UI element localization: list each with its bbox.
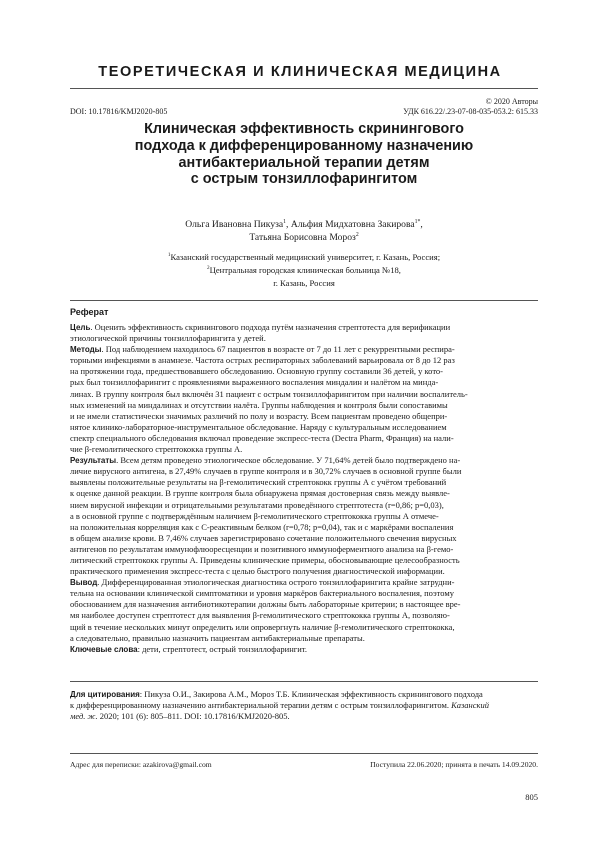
- citation-journal: Казанский: [448, 700, 490, 711]
- page-number: 805: [525, 792, 538, 802]
- title-line: с острым тонзиллофарингитом: [190, 171, 418, 188]
- citation-text: к дифференцированному назначению антибактериальной терапии детям с острым тонзиллофарингитом.: [70, 700, 449, 711]
- conclusion-label: Вывод: [70, 578, 98, 588]
- citation-top-rule: [70, 681, 538, 682]
- methods-text: торными инфекциями в анамнезе. Частота острых респираторных заболеваний варьировала от 8 до 12 раз: [70, 355, 455, 366]
- affiliation-list: [70, 251, 538, 291]
- methods-text: линах. В группу контроля был включён 31 пациент с острым тонзиллофарингитом при наличии воспалитель-: [70, 388, 468, 399]
- author-list: Ольга Ивановна Пикуза$^1$, Альфия Мидхатовна Закирова$^{1*}$, Татьяна Борисовна Мороз$^2$: [185, 218, 423, 243]
- header-rule: [70, 88, 538, 89]
- keywords-text: : дети, стрептотест, острый тонзиллофарингит.: [137, 643, 307, 654]
- methods-text: и не имели статистически значимых различий по полу и возрасту. Всем пациентам проведено общепри-: [70, 410, 448, 421]
- title-line: антибактериальной терапии детям: [178, 154, 430, 171]
- results-text: личие вирусного антигена, в 27,49% случаев в группе контроля и в 30,72% случаев в основной группе были: [70, 466, 462, 477]
- conclusion-text: тельна на основании клинической симптоматики и уровня маркёров бактериального воспаления, поэтому: [70, 588, 454, 599]
- received-date: Поступила 22.06.2020; принята в печать 14.09.2020.: [370, 760, 538, 769]
- doi-link[interactable]: DOI: 10.17816/KMJ2020-805: [70, 107, 168, 116]
- results-text: литический стрептококк группы А. Приведены клинические примеры, обосновывающие целесообразность: [70, 554, 460, 565]
- results-text: в общем анализе крови. В 7,46% случаев зарегистрировано сочетание положительного свечения вирусных: [70, 532, 457, 543]
- methods-text: . Под наблюдением находилось 67 пациентов в возрасте от 7 до 11 лет с рекуррентными респира-: [101, 344, 455, 355]
- results-text: а в основной группе с подтверждённым наличием β-гемолитического стрептококка группы А отмече-: [70, 510, 439, 521]
- udc-code: УДК 616.22/.23-07-08-035-053.2: 615.33: [403, 107, 538, 116]
- conclusion-text: обоснованием для назначения антибиотикотерапии должны быть лабораторные критерии; в настоящее вре-: [70, 599, 461, 610]
- title-line: Клиническая эффективность скринингового: [144, 121, 464, 137]
- methods-text: чие β-гемолитического стрептококка группы А.: [70, 444, 243, 455]
- methods-text: ных изменений на миндалинах и отсутствии налёта. Группы наблюдения и контроля были сопоставимы: [70, 399, 448, 410]
- affiliation-text: Казанский государственный медицинский университет, г. Казань, Россия;: [170, 252, 441, 262]
- citation-text: : Пикуза О.И., Закирова А.М., Мороз Т.Б. Клиническая эффективность скринингового подхода: [139, 689, 483, 699]
- aim-text: . Оценить эффективность скринингового подхода путём назначения стрептотеста для верификации: [90, 322, 451, 332]
- conclusion-text: . Дифференцированная этиологическая диагностика острого тонзиллофарингита крайне затрудни-: [97, 577, 455, 588]
- affiliation-text: Центральная городская клиническая больница №18,: [209, 265, 401, 276]
- keywords-label: Ключевые слова: [70, 644, 138, 654]
- author-affiliation-mark: 1: [283, 218, 287, 225]
- title-line: подхода к дифференцированному назначению: [134, 137, 474, 154]
- author-name: Татьяна Борисовна Мороз: [249, 231, 356, 243]
- results-label: Результаты: [70, 456, 117, 466]
- methods-text: рых был тонзиллофарингит с проявлениями выраженного воспаления миндалин и налётом на минда-: [70, 377, 439, 388]
- methods-label: Методы: [70, 345, 102, 355]
- methods-text: спектр специального обследования включал проведение экспресс-теста (Dectra Pharm, Франция) на нали-: [70, 432, 454, 443]
- results-text: практического применения экспресс-теста с целью быстрого получения диагностической информации.: [70, 566, 445, 577]
- results-text: выявлены положительные результаты на β-гемолитический стрептококк группы А с учётом требований: [70, 477, 447, 488]
- author-name: Ольга Ивановна Пикуза: [185, 219, 284, 230]
- methods-text: нятое клинико-лабораторное-инструментальное обследование. Наряду с культуральным исследованием: [70, 421, 447, 432]
- author-affiliation-mark: 1*: [414, 218, 421, 225]
- author-affiliation-mark: 2: [355, 231, 359, 238]
- aim-text: этиологической причины тонзиллофарингита у детей.: [70, 333, 266, 344]
- aim-label: Цель: [70, 323, 91, 332]
- copyright-note: © 2020 Авторы: [485, 97, 538, 106]
- results-text: нием вирусной инфекции и отрицательными результатами проведённого стрептотеста (r=0,86; p=0,03),: [70, 499, 444, 510]
- citation-label: Для цитирования: [70, 690, 140, 699]
- conclusion-text: мя наиболее доступен стрептотест для выявления β-гемолитического стрептококка группы А, позволяю-: [70, 610, 450, 621]
- abstract-top-rule: [70, 300, 538, 301]
- author-name: Альфия Мидхатовна Закирова: [290, 219, 415, 230]
- methods-text: на протяжении года, предшествовавшего обследованию. Основную группу составили 36 детей, у кото-: [70, 366, 444, 377]
- abstract-body: [70, 322, 538, 655]
- conclusion-text: щий в течение нескольких минут определить или опровергнуть наличие β-гемолитического стрептококка,: [70, 621, 455, 632]
- results-text: . Всем детям проведено этиологическое обследование. У 71,64% детей было подтверждено на-: [116, 455, 461, 466]
- citation-journal: мед. ж.: [70, 711, 98, 722]
- citation-text: 2020; 101 (6): 805–811. DOI: 10.17816/KMJ2020-805.: [97, 711, 290, 722]
- results-text: на положительная корреляция как с С-реактивным белком (r=0,78; p=0,04), так и с маркёрами воспаления: [70, 521, 454, 532]
- affiliation-mark: 2: [207, 265, 210, 272]
- results-text: антигенов по результатам иммунофлюоресценции и позитивного иммуноферментного анализа на β-гемо-: [70, 543, 454, 554]
- conclusion-text: а следовательно, правильно назначить пациентам антибактериальные препараты.: [70, 632, 365, 643]
- results-text: к оценке данной реакции. В группе контроля была обнаружена прямая достоверная связь между выявле-: [70, 488, 450, 499]
- affiliation-mark: 1: [167, 252, 171, 259]
- article-title: [70, 121, 538, 188]
- correspondence-address[interactable]: Адрес для переписки: azakirova@gmail.com: [70, 760, 212, 769]
- affiliation-text: г. Казань, Россия: [273, 278, 335, 289]
- citation-block: [70, 689, 538, 722]
- journal-section-title: ТЕОРЕТИЧЕСКАЯ И КЛИНИЧЕСКАЯ МЕДИЦИНА: [98, 64, 502, 80]
- abstract-heading: Реферат: [70, 307, 109, 317]
- footer-rule: [70, 753, 538, 754]
